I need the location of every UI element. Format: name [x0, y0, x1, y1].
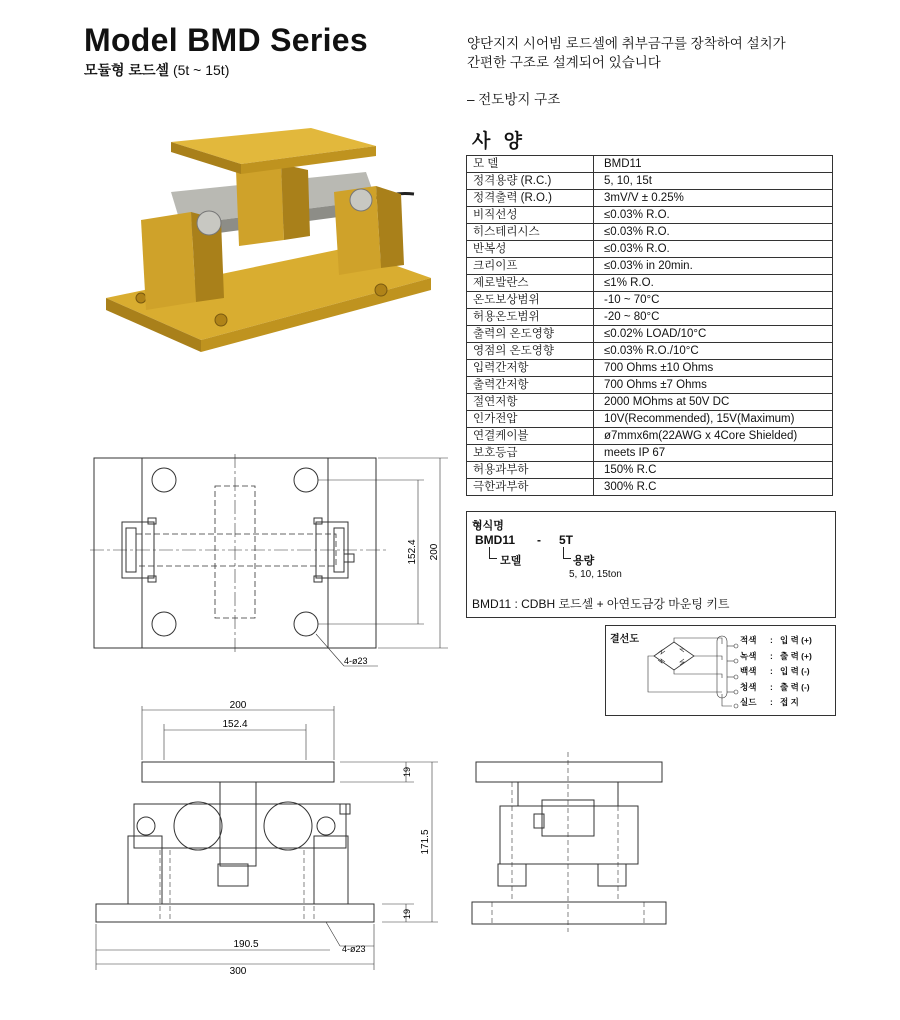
wire-separator: :: [770, 697, 773, 707]
wire-function: 입 력 (-): [780, 666, 810, 676]
side-base-plate: [472, 902, 666, 924]
spec-value: -10 ~ 70°C: [594, 292, 833, 309]
mount-hole: [152, 612, 176, 636]
spec-value: BMD11: [594, 156, 833, 173]
left-support: [141, 212, 196, 310]
spec-key: 출력간저항: [467, 377, 594, 394]
wire-legend: [740, 633, 812, 711]
spec-row: [467, 394, 833, 411]
wire-separator: :: [770, 650, 773, 661]
dim-label-19-bottom: 19: [402, 908, 412, 920]
wire-row: [740, 680, 812, 696]
spec-value: ≤0.03% in 20min.: [594, 258, 833, 275]
spec-key: 허용온도범위: [467, 309, 594, 326]
front-top-plate: [142, 762, 334, 782]
spec-key: 히스테리시스: [467, 224, 594, 241]
wire-color-name: 녹색: [740, 650, 757, 661]
side-view-drawing: [468, 752, 668, 932]
dim-label-1905: 190.5: [233, 939, 259, 950]
model-code-capacity: 5T: [559, 533, 574, 547]
product-description: [467, 34, 786, 72]
center-column: [236, 164, 284, 246]
product-photo: [96, 120, 441, 365]
spec-value: ø7mmx6m(22AWG x 4Core Shielded): [594, 428, 833, 445]
base-hole: [136, 293, 146, 303]
spec-row: [467, 479, 833, 496]
spec-key: 절연저항: [467, 394, 594, 411]
spec-value: 3mV/V ± 0.25%: [594, 190, 833, 207]
spec-key: 인가전압: [467, 411, 594, 428]
spec-value: 5, 10, 15t: [594, 173, 833, 190]
dim-label-holes-front: 4-ø23: [342, 944, 366, 954]
wire-separator: :: [770, 635, 773, 645]
spec-row: [467, 462, 833, 479]
spec-key: 정격용량 (R.C.): [467, 173, 594, 190]
spec-row: [467, 292, 833, 309]
spec-key: 허용과부하: [467, 462, 594, 479]
wire-row: [740, 633, 812, 649]
spec-value: -20 ~ 80°C: [594, 309, 833, 326]
spec-key: 제로발란스: [467, 275, 594, 292]
spec-key: 크리이프: [467, 258, 594, 275]
leader-holes-front: [326, 922, 340, 946]
capacity-label: 용량: [573, 555, 595, 567]
spec-row: [467, 428, 833, 445]
dim-label-300: 300: [229, 966, 247, 977]
spec-value: ≤0.03% R.O./10°C: [594, 343, 833, 360]
spec-key: 반복성: [467, 241, 594, 258]
mount-hole: [152, 468, 176, 492]
left-pin-head: [197, 211, 221, 235]
spec-key: 정격출력 (R.O.): [467, 190, 594, 207]
spec-row: [467, 173, 833, 190]
spec-value: ≤0.03% R.O.: [594, 241, 833, 258]
dim-label-152: 152.4: [407, 539, 418, 565]
cable-sheath: [717, 636, 727, 698]
wire-color-name: 백색: [740, 666, 757, 676]
spec-row: [467, 377, 833, 394]
bridge-diamond: [654, 642, 694, 670]
spec-value: ≤0.02% LOAD/10°C: [594, 326, 833, 343]
side-frame: [500, 806, 638, 864]
model-code-model: BMD11: [475, 533, 516, 547]
spec-key: 입력간저항: [467, 360, 594, 377]
dim-label-1715: 171.5: [420, 829, 431, 855]
spec-key: 연결케이블: [467, 428, 594, 445]
model-code-dash: -: [537, 533, 541, 547]
spec-key: 극한과부하: [467, 479, 594, 496]
spec-key: 온도보상범위: [467, 292, 594, 309]
plan-view-drawing: [88, 452, 448, 682]
spec-value: ≤1% R.O.: [594, 275, 833, 292]
side-nut-right: [598, 864, 626, 886]
spec-value: 2000 MOhms at 50V DC: [594, 394, 833, 411]
spec-key: 출력의 온도영향: [467, 326, 594, 343]
front-hex-nut: [218, 864, 248, 886]
spec-row: [467, 343, 833, 360]
feature-note: – 전도방지 구조: [467, 92, 561, 107]
dim-label-200-top: 200: [229, 700, 247, 711]
wire-separator: :: [770, 666, 773, 676]
spec-row: [467, 156, 833, 173]
leader-holes: [316, 634, 344, 666]
description-line-2: 간편한 구조로 설계되어 있습니다: [467, 55, 661, 70]
spec-row: [467, 241, 833, 258]
spec-row: [467, 207, 833, 224]
wiring-box: [605, 625, 836, 716]
front-base-plate: [96, 904, 374, 922]
right-pin-head: [350, 189, 372, 211]
wire-function: 접 지: [780, 697, 799, 707]
wire-row: [740, 695, 812, 711]
wiring-heading: 결선도: [610, 634, 639, 645]
wire-row: [740, 664, 812, 680]
subtitle-korean: 모듈형 로드셀: [84, 62, 170, 78]
wire-function: 출 력 (+): [780, 650, 812, 661]
spec-row: [467, 190, 833, 207]
spec-row: [467, 275, 833, 292]
spec-row: [467, 411, 833, 428]
spec-value: 700 Ohms ±10 Ohms: [594, 360, 833, 377]
capacity-options: 5, 10, 15ton: [569, 569, 622, 580]
wire-color-name: 적색: [740, 635, 757, 645]
model-code-heading: 형식명: [472, 520, 504, 532]
spec-row: [467, 309, 833, 326]
wheatstone-bridge: [644, 634, 739, 712]
spec-row: [467, 360, 833, 377]
wire-color-name: 실드: [740, 697, 757, 707]
page-title: Model BMD Series: [84, 22, 368, 58]
base-hole: [375, 284, 387, 296]
dim-label-200: 200: [429, 543, 440, 561]
description-line-1: 양단지지 시어빔 로드셀에 취부금구를 장착하여 설치가: [467, 36, 786, 51]
dim-label-19-top: 19: [402, 766, 412, 778]
spec-value: 10V(Recommended), 15V(Maximum): [594, 411, 833, 428]
kit-note: BMD11 : CDBH 로드셀 + 아연도금강 마운팅 키트: [472, 597, 730, 611]
spec-value: 300% R.C: [594, 479, 833, 496]
spec-key: 보호등급: [467, 445, 594, 462]
front-view-drawing: [88, 700, 448, 1000]
wire-color-name: 청색: [740, 681, 757, 692]
wire-function: 입 력 (+): [780, 635, 812, 645]
spec-row: [467, 258, 833, 275]
dim-label-152-top: 152.4: [222, 719, 248, 730]
spec-value: ≤0.03% R.O.: [594, 224, 833, 241]
page-subtitle: [84, 60, 229, 80]
spec-heading: 사 양: [472, 131, 526, 152]
spec-value: 150% R.C: [594, 462, 833, 479]
spec-value: 700 Ohms ±7 Ohms: [594, 377, 833, 394]
mount-hole: [294, 468, 318, 492]
spec-row: [467, 224, 833, 241]
model-label: 모델: [500, 555, 522, 567]
side-top-plate: [476, 762, 662, 782]
wire-function: 출 력 (-): [780, 681, 810, 692]
spec-row: [467, 445, 833, 462]
spec-value: ≤0.03% R.O.: [594, 207, 833, 224]
wire-row: [740, 649, 812, 665]
front-center-column: [220, 782, 256, 866]
wire-separator: :: [770, 681, 773, 692]
subtitle-range: (5t ~ 15t): [172, 62, 230, 78]
spec-row: [467, 326, 833, 343]
mount-hole: [294, 612, 318, 636]
spec-key: 모 델: [467, 156, 594, 173]
spec-key: 비직선성: [467, 207, 594, 224]
dim-label-holes: 4-ø23: [344, 656, 368, 666]
spec-table: [466, 155, 833, 496]
base-hole: [215, 314, 227, 326]
spec-key: 영점의 온도영향: [467, 343, 594, 360]
spec-value: meets IP 67: [594, 445, 833, 462]
model-code-box: [466, 511, 836, 618]
